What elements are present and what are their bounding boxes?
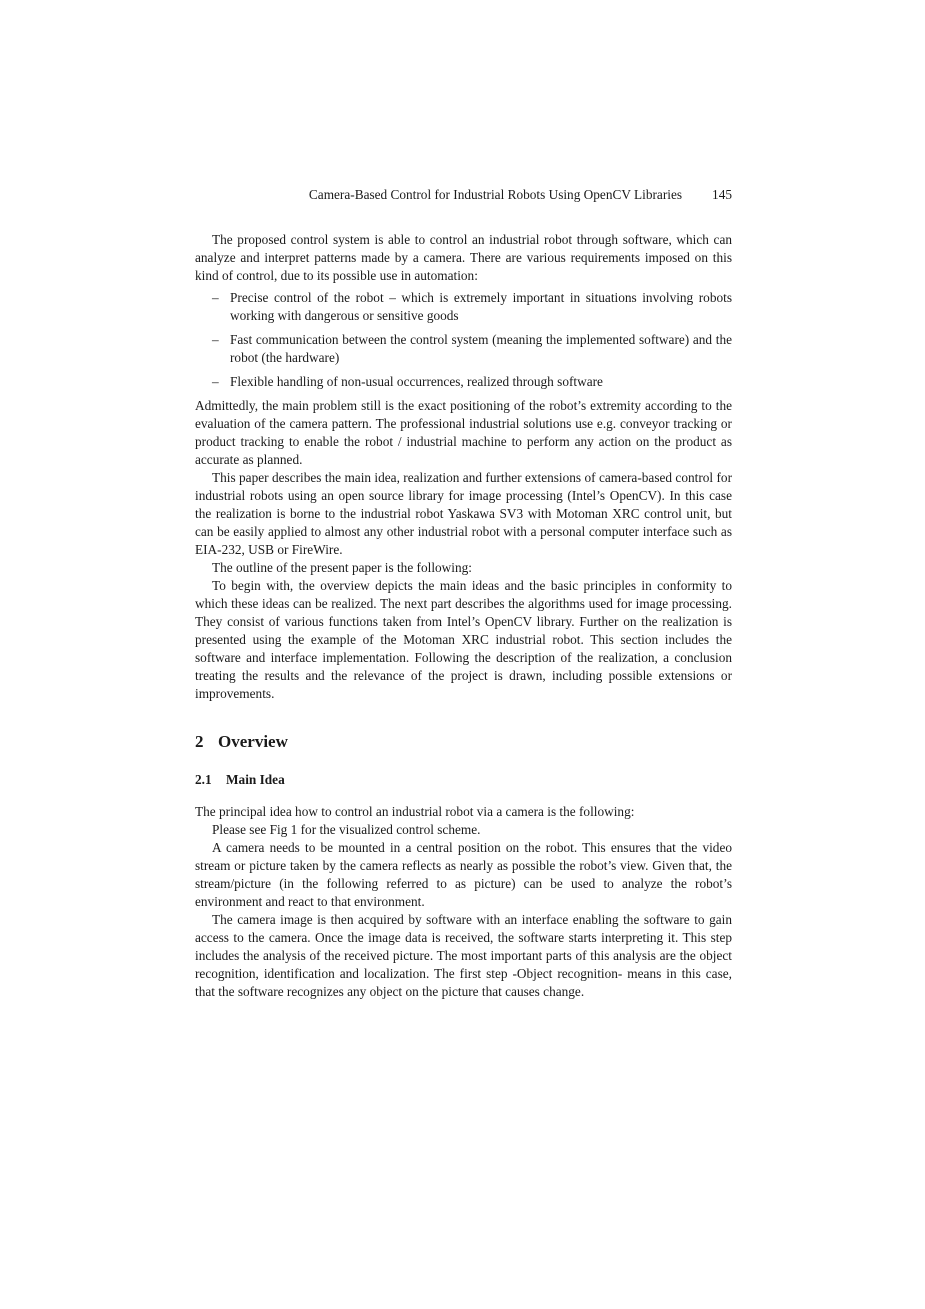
intro-paragraph-2: Admittedly, the main problem still is the exact positioning of the robot’s extremity according to the evaluation of the camera pattern. The professional industrial solutions use e.g. conveyor tracking or product tracking to enable the robot / industrial machine to perform any action on the product as accurate as planned. — [195, 398, 732, 467]
dash-bullet: – — [212, 374, 219, 389]
list-item — [195, 373, 732, 391]
intro-paragraph-5: To begin with, the overview depicts the main ideas and the basic principles in conformity to which these ideas can be realized. The next part describes the algorithms used for image processing. They consist of various functions taken from Intel’s OpenCV library. Further on the realization is presented using the example of the Motoman XRC industrial robot. This section includes the software and interface implementation. Following the description of the realization, a conclusion treating the results and the relevance of the project is drawn, including possible extensions or improvements. — [195, 578, 732, 701]
section-number: 2 — [195, 732, 204, 751]
subsection-title: Main Idea — [226, 772, 285, 787]
main-idea-paragraph-4: The camera image is then acquired by software with an interface enabling the software to gain access to the camera. Once the image data is received, the software starts interpreting it. This step includes the analysis of the received picture. The most important parts of this analysis are the object recognition, identification and localization. The first step -Object recognition- means in this case, that the software recognizes any object on the picture that causes change. — [195, 912, 732, 999]
list-item — [195, 289, 732, 325]
list-item — [195, 331, 732, 367]
list-item-text: Precise control of the robot – which is extremely important in situations involving robots working with dangerous or sensitive goods — [230, 290, 732, 323]
dash-bullet: – — [212, 290, 219, 305]
intro-paragraph-4: The outline of the present paper is the following: — [212, 560, 472, 575]
main-idea-paragraph-3: A camera needs to be mounted in a central position on the robot. This ensures that the video stream or picture taken by the camera reflects as nearly as possible the robot’s view. Given that, the stream/picture (in the following referred to as picture) can be used to analyze the robot’s environment and react to that environment. — [195, 840, 732, 909]
requirements-list — [195, 289, 732, 391]
subsection-heading — [195, 771, 732, 789]
section-heading — [195, 731, 732, 753]
main-idea-paragraph-2: Please see Fig 1 for the visualized control scheme. — [212, 822, 481, 837]
running-header — [195, 186, 732, 204]
body-text — [195, 231, 732, 1001]
subsection-number: 2.1 — [195, 772, 212, 787]
list-item-text: Flexible handling of non-usual occurrences, realized through software — [230, 374, 603, 389]
list-item-text: Fast communication between the control system (meaning the implemented software) and the robot (the hardware) — [230, 332, 732, 365]
main-idea-paragraph-1: The principal idea how to control an industrial robot via a camera is the following: — [195, 804, 635, 819]
page-number: 145 — [712, 187, 732, 202]
section-title: Overview — [218, 732, 288, 751]
intro-paragraph-1: The proposed control system is able to control an industrial robot through software, which can analyze and interpret patterns made by a camera. There are various requirements imposed on this kind of control, due to its possible use in automation: — [195, 232, 732, 283]
intro-paragraph-3: This paper describes the main idea, realization and further extensions of camera-based control for industrial robots using an open source library for image processing (Intel’s OpenCV). In this case the realization is borne to the industrial robot Yaskawa SV3 with Motoman XRC control unit, but can be easily applied to almost any other industrial robot with a personal computer interface such as EIA-232, USB or FireWire. — [195, 470, 732, 557]
running-title: Camera-Based Control for Industrial Robots Using OpenCV Libraries — [308, 187, 683, 202]
dash-bullet: – — [212, 332, 219, 347]
